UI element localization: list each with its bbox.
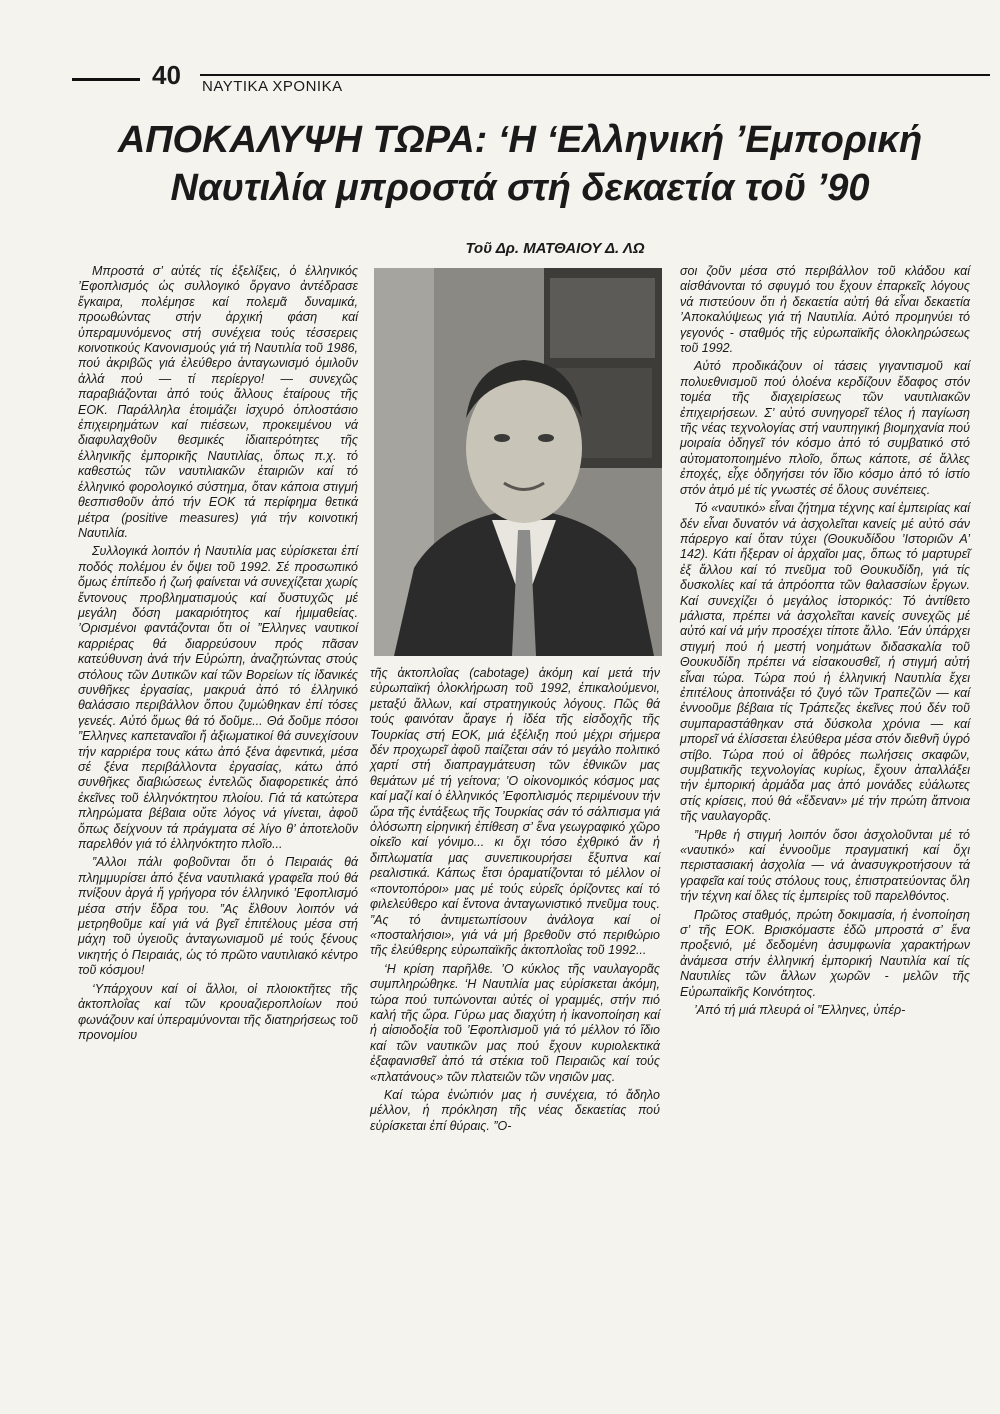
paragraph: Καί τώρα ἐνώπιόν μας ἡ συνέχεια, τό ἄδηλο μέλλον, ἡ πρόκληση τῆς νέας δεκαετίας πού εὑρίσκεται ἐπί θύραις. ”Ο- <box>370 1087 660 1133</box>
page-number: 40 <box>152 60 181 90</box>
paragraph: σοι ζοῦν μέσα στό περιβάλλον τοῦ κλάδου καί αἰσθάνονται τό σφυγμό του ἔχουν ἐπαρκεῖς λόγους νά πιστεύουν ὅτι ἡ δεκαετία αὐτή θά εἶναι δεκαετία ’Αποκαλύψεως γιά τή Ναυτιλία. Αὐτό προμηνύει τό γεγονός - σταθμός τῆς εὐρωπαϊκῆς ὁλοκληρώσεως τοῦ 1992. <box>680 264 970 356</box>
paragraph: ”Ηρθε ἡ στιγμή λοιπόν ὅσοι ἀσχολοῦνται μέ τό «ναυτικό» καί ἐννοοῦμε πραγματική καί ὄχι περιστασιακή ἀσχολία — νά ἀνασυγκροτήσουν τά γραφεῖα καί τούς στόλους τους, ἐπιστρατεύοντας ὅλη τήν τέχνη καί ὅλες τίς ἐμπειρίες τοῦ παρελθόντος. <box>680 827 970 904</box>
paragraph: ‘Η κρίση παρῆλθε. ’Ο κύκλος τῆς ναυλαγορᾶς συμπληρώθηκε. ‘Η Ναυτιλία μας εὑρίσκεται ἀκόμη, τώρα πού τυπώνονται αὐτές οἱ γραμμές, στήν πιό καλή τῆς ὥρα. Γύρω μας διαχύτη ἡ ἱκανοποίηση καί ἡ αἰσιοδοξία τοῦ ’Εφοπλισμοῦ γιά τό μέλλον τό ἴδιο καί τῶν ναυτικῶν μας πού ἔχουν κυριολεκτικά ἐξαφανισθεῖ ἀπό τά στέκια τοῦ Πειραιῶς καί τούς «πλατάνους» τῶν πλατειῶν τῶν νησιῶν μας. <box>370 961 660 1084</box>
byline: Τοῦ Δρ. ΜΑΤΘΑΙΟΥ Δ. ΛΩ <box>465 240 645 257</box>
paragraph: Αὐτό προδικάζουν οἱ τάσεις γιγαντισμοῦ καί πολυεθνισμοῦ πού ὁλοένα κερδίζουν ἔδαφος στόν τομέα τῆς διαχειρίσεως τῶν ναυτιλιακῶν ἐπιχειρήσεων. Σ’ αὐτό συνηγορεῖ τέλος ἡ παγίωση τῆς νέας τεχνολογίας στή ναυπηγική βιομηχανία πού μοιραία ὁδηγεῖ τόν κόσμο ἀπό τό συμβατικό στό αὐτοματοποιημένο πλοῖο, ὅπως κάποτε, σέ ἄλλες ἐποχές, εἶχε ὁδηγήσει τόν ἴδιο κόσμο ἀπό τό ἱστίο στόν ἀτμό μέ τίς γνωστές σέ ὅλους συνέπειες. <box>680 359 970 497</box>
article-column-3 <box>680 264 970 1022</box>
paragraph: Τό «ναυτικό» εἶναι ζήτημα τέχνης καί ἐμπειρίας καί δέν εἶναι δυνατόν νά ἀσχολεῖται κανείς μέ αὐτό σάν πάρεργο καί ὅταν τύχει (Θουκυδίδου ’Ιστοριῶν Α’ 142). Κάτι ἤξεραν οἱ ἀρχαῖοι μας, ὅπως τό μαρτυρεῖ ἐξ ἄλλου καί τό πνεῦμα τοῦ Θουκυδίδη, γιά τίς δυσκολίες καί τά ἀπρόοπτα τῶν θαλασσίων ἔργων. Καί συνεχίζει ὁ μεγάλος ἱστορικός: Τό ἀντίθετο μάλιστα, πρέπει νά ἀσχολεῖται κανείς συνεχῶς μέ αὐτό καί νά μήν προσέχει τίποτε ἄλλο. ’Εάν ὑπάρχει στιγμή πού ἡ μεστή νοημάτων διδασκαλία τοῦ Θουκυδίδη πρέπει νά εἰσακουσθεῖ, ἡ στιγμή αὐτή εἶναι τώρα. Τώρα πού ἡ ἑλληνική Ναυτιλία ἔχει ἐπιτέλους ἀποτινάξει τό ζυγό τῶν Τραπεζῶν — καί ἐννοοῦμε βέβαια τίς Τράπεζες ἐκεῖνες πού δέν τοῦ συμπαραστάθηκαν στά δύσκολα χρόνια — καί μπορεῖ νά ἐλίσσεται ἐλεύθερα μέσα στόν διεθνῆ ὑγρό στίβο. Τώρα πού οἱ ἄθρόες πωλήσεις σκαφῶν, συμβατικῆς τεχνολογίας κυρίως, ἔχουν ἀπαλλάξει τήν ἐμπορική ἀρμάδα μας ἀπό μονάδες εὐάλωτες στίς κρίσεις, πού θά «ἔδεναν» μέ τήν πρώτη ἄπνοια τῆς ναυλαγορᾶς. <box>680 501 970 824</box>
paragraph: ’Από τή μιά πλευρά οἱ ”Ελληνες, ὑπέρ- <box>694 1003 906 1018</box>
paragraph: ‘Υπάρχουν καί οἱ ἄλλοι, οἱ πλοιοκτῆτες τῆς ἀκτοπλοΐας καί τῶν κρουαζιεροπλοίων πού φωνάζουν καί ὑπεραμύνονται τῆς διατηρήσεως τοῦ προνομίου <box>78 981 358 1042</box>
portrait-photo-illustration <box>374 268 662 656</box>
article-column-1 <box>78 264 358 1046</box>
magazine-name: ΝΑΥΤΙΚΑ ΧΡΟΝΙΚΑ <box>202 78 343 95</box>
portrait-photo <box>374 268 662 656</box>
headline-line-2: Ναυτιλία μπροστά στή δεκαετία τοῦ ’90 <box>170 167 870 209</box>
paragraph: Μπροστά σ’ αὐτές τίς ἐξελίξεις, ὁ ἑλληνικός ’Εφοπλισμός ὡς συλλογικό ὄργανο ἀντέδρασε ἔγκαιρα, πολέμησε καί πολεμᾶ δυναμικά, προωθώντας στήν ἀρχική φάση καί ὑπεραμυνόμενος στή συνέχεια τούς τέσσερεις κοινοτικούς Κανονισμούς γιά τή Ναυτιλία τοῦ 1986, πού ἀκριβῶς γιά ἐλεύθερο ἀνταγωνισμό ὁμιλοῦν ἀλλά πού — τί περίεργο! — συνεχῶς παραβιάζονται ἀπό τούς ἄλλους ἑταίρους τῆς ΕΟΚ. Παράλληλα ἑτοιμάζει ἰσχυρό ὁπλοστάσιο ἐπιχειρημάτων καί πιέσεων, προκειμένου νά διαφυλαχθοῦν θεσμικές ἰδιαιτερότητες τῆς ἑλληνικῆς ἐμπορικῆς Ναυτιλίας, ὅπως π.χ. τό καθεστώς τῶν ναυτιλιακῶν ἑταιριῶν καί τό ἑλληνικό φορολογικό σύστημα, ὅταν κάποια στιγμή θεσπισθοῦν ἀπό τήν ΕΟΚ τά περίφημα θετικά μέτρα (positive measures) γιά τήν κοινοτική Ναυτιλία. <box>78 264 358 540</box>
headline-line-1: ΑΠΟΚΑΛΥΨΗ ΤΩΡΑ: ‘Η ‘Ελληνική ’Εμπορική <box>117 119 923 161</box>
paragraph: Πρῶτος σταθμός, πρώτη δοκιμασία, ἡ ἐνοποίηση σ’ τῆς ΕΟΚ. Βρισκόμαστε ἐδῶ μπροστά σ’ ἕνα προξενιό, μέ δεδομένη ἀσυμφωνία χαρακτήρων ἀνάμεσα στήν ἑλληνική ἐμπορική Ναυτιλία καί τίς Ναυτιλίες τῶν ἄλλων χωρῶν - μελῶν τῆς Εὐρωπαϊκῆς Κοινότητος. <box>680 907 970 999</box>
paragraph: Συλλογικά λοιπόν ἡ Ναυτιλία μας εὑρίσκεται ἐπί ποδός πολέμου ἐν ὄψει τοῦ 1992. Σέ προσωπικό ὅμως ἐπίπεδο ἡ ζωή φαίνεται νά συνεχίζεται χωρίς ἔντονους προβληματισμούς καί δυστυχῶς μέ μεγάλη δόση μακαριότητος καί ἡμιμαθείας. ’Ορισμένοι φαντάζονται ὅτι οἱ ”Ελληνες ναυτικοί καρριέρας θά διαρρεύσουν πρός πᾶσαν κατεύθυνση ἀνά τήν Εὐρώπη, ἀναζητώντας στούς στόλους τῶν Δυτικῶν καί τῶν Βορείων τίς ἰδανικές συνθῆκες ἐργασίας, μακρυά ἀπό τό ἑλληνικό θαλάσσιο περιβάλλον ὅπου ζυμώθηκαν ἐπί τόσες γενεές. Αὐτό ὅμως θά τό δοῦμε... Θά δοῦμε πόσοι ”Ελληνες καπεταναῖοι ἤ ἀξιωματικοί θά συνεχίσουν τήν καρριέρα τους κάτω ἀπό ξένα ἀφεντικά, μέσα σέ ξένα περιβάλλοντα ἐργασίας, κάτω ἀπό συνθῆκες διαβιώσεως ἐντελῶς διαφορετικές ἀπό ἐκεῖνες τοῦ ἑλληνόκτητου πλοίου. Γιά τά κατώτερα πληρώματα βέβαια οὔτε λόγος νά γίνεται, ἀφοῦ ὅπως δείχνουν τά πράγματα σέ λίγο θ’ ἀποτελοῦν παρελθόν γιά τό ἑλληνόκτητο πλοῖο... <box>78 544 358 852</box>
header-rule-right <box>200 74 990 76</box>
article-column-2 <box>370 666 660 1137</box>
headline <box>60 116 980 212</box>
paragraph: ”Αλλοι πάλι φοβοῦνται ὅτι ὁ Πειραιάς θά πλημμυρίσει ἀπό ξένα ναυτιλιακά γραφεῖα πού θά πνίξουν ἀργά ἤ γρήγορα τόν ἑλληνικό ’Εφοπλισμό μέσα στήν ἕδρα του. ”Ας ἔλθουν λοιπόν νά μετρηθοῦμε καί γιά νά βγεῖ ἐπιτέλους μέσα στή μάχη τοῦ ὑγειοῦς ἀνταγωνισμοῦ μέ τούς ξένους νικητής ὁ Πειραιάς, ὡς τό πρῶτο ναυτιλιακό κέντρο τοῦ κόσμου! <box>78 855 358 978</box>
header-rule-left <box>72 78 140 81</box>
paragraph: τῆς ἀκτοπλοΐας (cabotage) ἀκόμη καί μετά τήν εὐρωπαϊκή ὁλοκλήρωση τοῦ 1992, ἐπικαλούμενοι, μεταξύ ἄλλων, καί στρατηγικούς λόγους. Πῶς θά τούς φαινόταν ἄραγε ἡ ἰδέα τῆς εἰσδοχῆς τῆς Τουρκίας στή ΕΟΚ, μιά ἐξέλιξη πού μέχρι σήμερα δέν προχωρεῖ ἀφοῦ παίζεται σάν τό μεγάλο πολιτικό χαρτί στή διαπραγμάτευση τῶν ἐθνικῶν μας θεμάτων μέ τή γείτονα; ’Ο οἰκονομικός κόσμος μας καί μαζί καί ὁ ἑλληνικός ’Εφοπλισμός περιμένουν τήν ὥρα τῆς ἐντάξεως τῆς Τουρκίας σάν τό σάλπισμα γιά ὁλόσωπη εἰρηνική ἐπίθεση σ’ ἕνα γεωγραφικό χῶρο οἰκεῖο καί γόνιμο... κι ὄχι τόσο ἐχθρικό ἄν ἡ διπλωματία μας συνεπικουρήσει ἔξυπνα καί ρεαλιστικά. Κάπως ἔτσι ὁραματίζονται τό μέλλον οἱ «ποντοπόροι» μας μέ τούς εὐρεῖς ὁρίζοντες καί τό φιλελεύθερο καί ἔντονα ἀνταγωνιστικό πνεῦμα τους. ”Ας τό ἀντιμετωπίσουν ἀνάλογα καί οἱ «ποσταλήσιοι», γιά νά μή βρεθοῦν στό περιθώριο τῆς ἐλεύθερης εὐρωπαϊκῆς ἀκτοπλοΐας τοῦ 1992... <box>370 666 660 958</box>
